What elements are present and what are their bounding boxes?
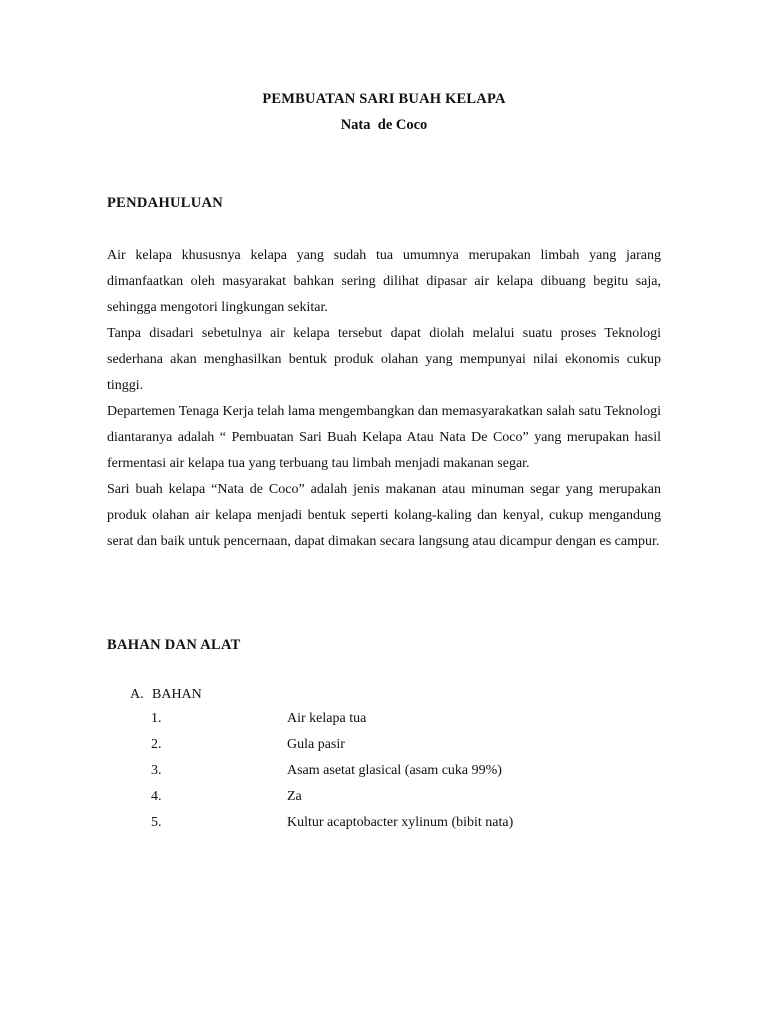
document-subtitle: Nata de Coco <box>340 117 428 133</box>
list-item-number: 5. <box>151 815 162 830</box>
sublist-label: BAHAN <box>152 687 202 702</box>
sublist-header <box>130 687 202 703</box>
intro-paragraph-4: Sari buah kelapa “Nata de Coco” adalah jenis makanan atau minuman segar yang merupakan produk olahan air kelapa menjadi bentuk seperti kolang-kaling dan kenyal, cukup mengandung serat dan baik untuk pencernaan, dapat dimakan secara langsung atau dicampur dengan es campur. <box>107 482 661 549</box>
list-item <box>0 789 768 815</box>
intro-paragraph-3: Departemen Tenaga Kerja telah lama mengembangkan dan memasyarakatkan salah satu Teknologi diantaranya adalah “ Pembuatan Sari Buah Kelapa Atau Nata De Coco” yang merupakan hasil fermentasi air kelapa tua yang terbuang tau limbah menjadi makanan segar. <box>107 404 661 471</box>
section-heading-intro: PENDAHULUAN <box>107 195 224 211</box>
list-item <box>0 763 768 789</box>
materials-list <box>0 711 768 841</box>
sublist-marker: A. <box>130 687 144 702</box>
list-item-number: 4. <box>151 789 162 804</box>
intro-body <box>107 243 661 555</box>
list-item <box>0 737 768 763</box>
list-item-text: Asam asetat glasical (asam cuka 99%) <box>287 763 502 778</box>
list-item-text: Air kelapa tua <box>287 711 367 726</box>
list-item-text: Kultur acaptobacter xylinum (bibit nata) <box>287 815 514 830</box>
document-title: PEMBUATAN SARI BUAH KELAPA <box>262 91 506 107</box>
list-item-number: 1. <box>151 711 162 726</box>
intro-paragraph-1: Air kelapa khususnya kelapa yang sudah tua umumnya merupakan limbah yang jarang dimanfaatkan oleh masyarakat bahkan sering dilihat dipasar air kelapa dibuang begitu saja, sehingga mengotori lingkungan sekitar. <box>107 248 661 315</box>
list-item-number: 2. <box>151 737 162 752</box>
list-item <box>0 711 768 737</box>
list-item <box>0 815 768 841</box>
list-item-text: Gula pasir <box>287 737 345 752</box>
list-item-text: Za <box>287 789 302 804</box>
section-heading-materials: BAHAN DAN ALAT <box>107 637 241 653</box>
intro-paragraph-2: Tanpa disadari sebetulnya air kelapa tersebut dapat diolah melalui suatu proses Teknologi sederhana akan menghasilkan bentuk produk olahan yang mempunyai nilai ekonomis cukup tinggi. <box>107 326 661 393</box>
list-item-number: 3. <box>151 763 162 778</box>
